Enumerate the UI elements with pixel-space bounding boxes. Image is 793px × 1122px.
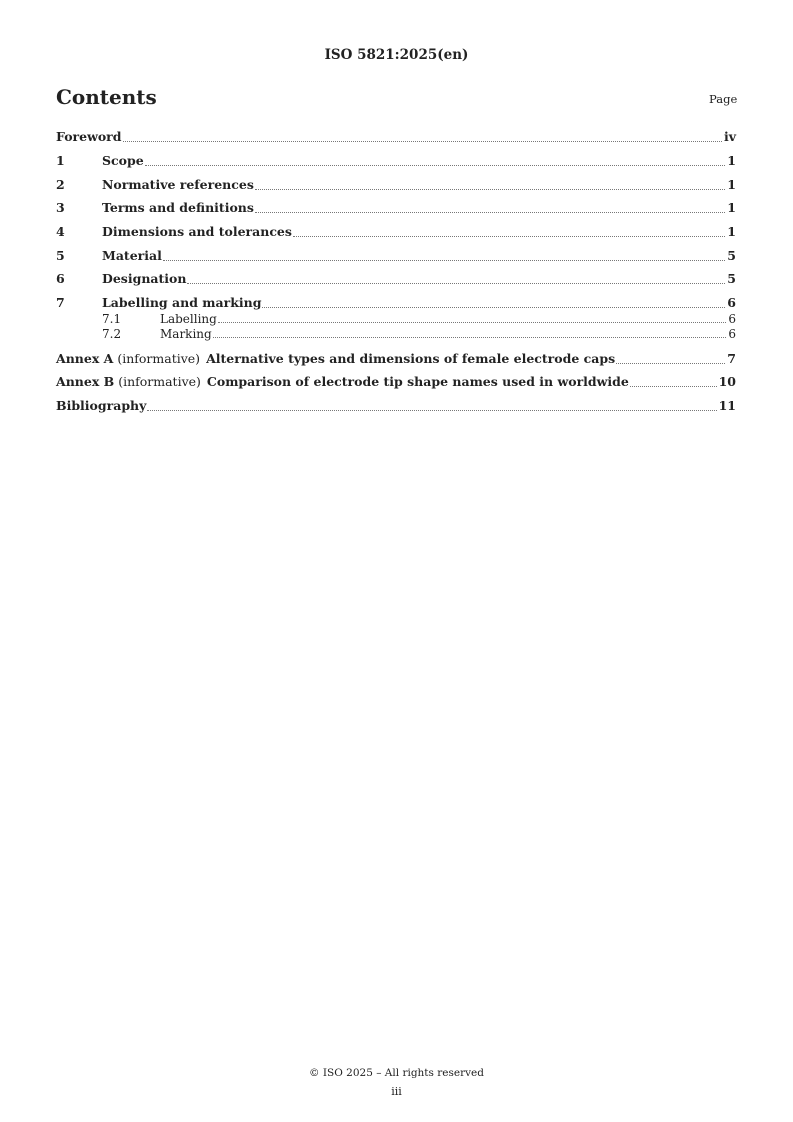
toc-entry-page: iv — [723, 129, 736, 144]
toc-entry-bibliography[interactable] — [56, 398, 736, 414]
toc-entry-page: 6 — [727, 295, 736, 310]
leader-dots — [262, 307, 725, 308]
annex-title: Comparison of electrode tip shape names used in worldwide — [206, 374, 629, 389]
toc-subentry-page: 6 — [728, 327, 736, 341]
toc-entry-title: Material — [102, 248, 162, 263]
toc-entry-normative-references[interactable] — [56, 177, 736, 193]
toc-entry-title: Labelling and marking — [102, 295, 262, 310]
annex-type: (informative) — [118, 374, 201, 389]
annex-label: Annex A — [56, 351, 114, 366]
leader-dots — [163, 260, 725, 261]
toc-entry-number: 7 — [56, 295, 65, 310]
toc-entry-page: 1 — [727, 224, 736, 239]
toc-entry-page: 1 — [727, 200, 736, 215]
leader-dots — [293, 236, 725, 237]
annex-title: Alternative types and dimensions of female electrode caps — [206, 351, 616, 366]
toc-subentry-title: Labelling — [160, 312, 217, 326]
toc-subentry-marking[interactable] — [56, 327, 736, 341]
toc-entry-terms-and-definitions[interactable] — [56, 200, 736, 216]
leader-dots — [147, 410, 716, 411]
leader-dots — [218, 322, 727, 323]
leader-dots — [616, 363, 725, 364]
toc-entry-title: Foreword — [56, 129, 122, 144]
toc-entry-title: Bibliography — [56, 398, 147, 413]
toc-entry-title: Normative references — [102, 177, 254, 192]
leader-dots — [123, 141, 722, 142]
toc-entry-page: 1 — [727, 177, 736, 192]
toc-entry-number: 2 — [56, 177, 65, 192]
toc-entry-number: 6 — [56, 271, 65, 286]
toc-entry-labelling-and-marking[interactable] — [56, 295, 736, 311]
leader-dots — [255, 189, 725, 190]
toc-entry-page: 5 — [727, 271, 736, 286]
toc-entry-number: 3 — [56, 200, 65, 215]
toc-entry-annex-a[interactable] — [56, 351, 736, 367]
toc-entry-number: 5 — [56, 248, 65, 263]
toc-entry-page: 11 — [718, 398, 736, 413]
toc-entry-title: Terms and definitions — [102, 200, 254, 215]
contents-title: Contents — [56, 85, 157, 109]
toc-subentry-title: Marking — [160, 327, 212, 341]
toc-subentry-number: 7.2 — [102, 327, 122, 341]
toc-entry-annex-b[interactable] — [56, 374, 736, 390]
document-id-header: ISO 5821:2025(en) — [324, 47, 469, 63]
toc-entry-page: 1 — [727, 153, 736, 168]
page-column-label: Page — [709, 92, 738, 106]
toc-entry-title: Dimensions and tolerances — [102, 224, 292, 239]
toc-entry-designation[interactable] — [56, 271, 736, 287]
leader-dots — [187, 283, 725, 284]
copyright-notice: © ISO 2025 – All rights reserved — [309, 1067, 484, 1079]
leader-dots — [145, 165, 726, 166]
toc-entry-title: Scope — [102, 153, 144, 168]
annex-type: (informative) — [117, 351, 201, 366]
toc-subentry-page: 6 — [728, 312, 736, 326]
toc-subentry-labelling[interactable] — [56, 312, 736, 326]
toc-entry-number: 1 — [56, 153, 65, 168]
toc-entry-page: 7 — [727, 351, 736, 366]
leader-dots — [630, 386, 717, 387]
toc-subentry-number: 7.1 — [102, 312, 122, 326]
annex-label: Annex B — [56, 374, 115, 389]
toc-entry-page: 10 — [718, 374, 736, 389]
leader-dots — [213, 337, 727, 338]
page-number: iii — [391, 1085, 402, 1098]
toc-entry-title: Designation — [102, 271, 187, 286]
leader-dots — [255, 212, 725, 213]
toc-entry-material[interactable] — [56, 248, 736, 264]
toc-entry-foreword[interactable] — [56, 129, 736, 145]
toc-entry-number: 4 — [56, 224, 65, 239]
toc-entry-dimensions-and-tolerances[interactable] — [56, 224, 736, 240]
toc-entry-page: 5 — [727, 248, 736, 263]
toc-entry-scope[interactable] — [56, 153, 736, 169]
